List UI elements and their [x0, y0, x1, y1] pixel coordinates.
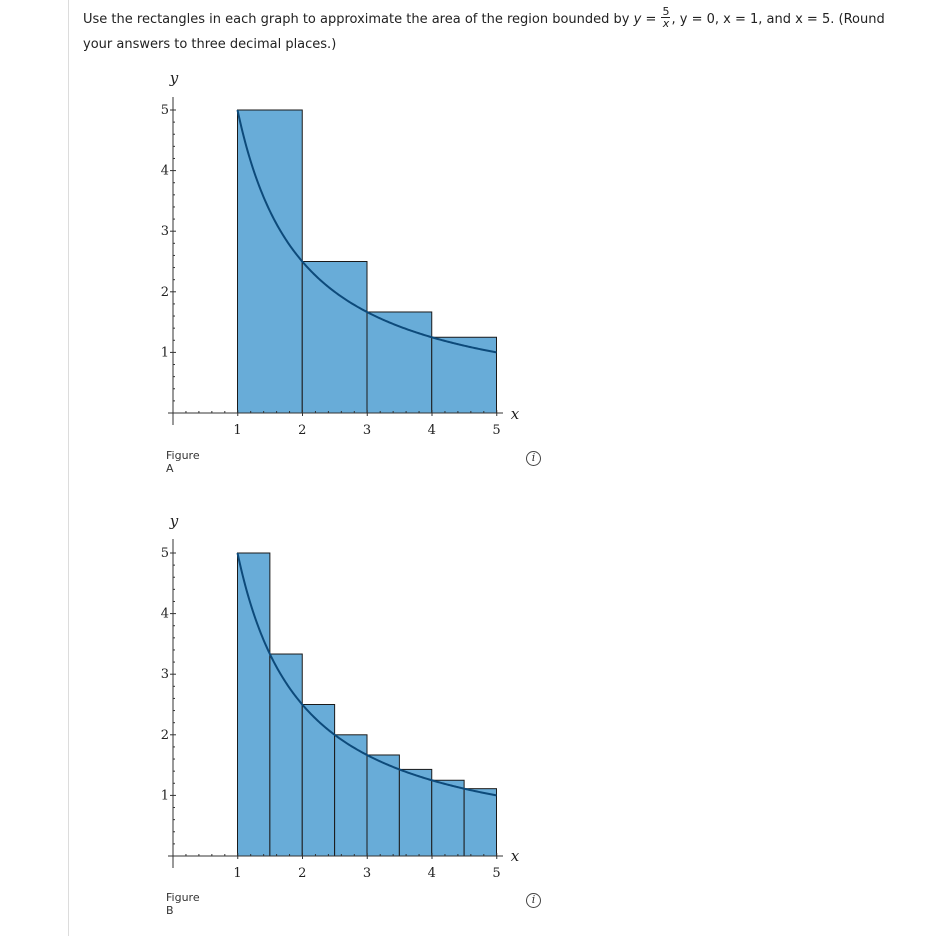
y-tick-label: 1 [160, 788, 169, 804]
question-intro: Use the rectangles in each graph to approximate the area of the region bounded by [83, 12, 634, 27]
y-variable: y [633, 12, 642, 27]
question-conditions: , y = 0, x = 1, and x = 5. (Round [671, 12, 885, 27]
figure-a-caption: Figure A [166, 449, 200, 475]
x-tick-label: 1 [233, 866, 242, 881]
x-axis-label: x [510, 405, 520, 423]
y-tick-label: 5 [160, 546, 169, 561]
y-axis-label: y [169, 512, 179, 530]
x-axis-label: x [510, 847, 520, 865]
approx-rectangle [238, 553, 270, 856]
y-tick-label: 5 [160, 103, 169, 118]
x-tick-label: 4 [427, 866, 436, 881]
approx-rectangle [399, 769, 431, 856]
x-tick-label: 4 [427, 423, 436, 438]
y-tick-label: 4 [160, 163, 169, 179]
equals-sign: = [641, 12, 661, 27]
info-icon[interactable]: i [526, 451, 541, 466]
y-tick-label: 2 [160, 727, 169, 743]
info-icon[interactable]: i [526, 893, 541, 908]
approx-rectangle [367, 755, 399, 856]
approx-rectangle [464, 789, 496, 856]
y-tick-label: 2 [160, 284, 169, 300]
approx-rectangle [302, 705, 334, 857]
x-tick-label: 2 [298, 423, 307, 438]
x-tick-label: 3 [362, 866, 372, 881]
y-tick-label: 4 [160, 606, 169, 622]
figure-b-caption: Figure B [166, 891, 200, 917]
fraction-numerator: 5 [662, 5, 670, 18]
y-tick-label: 1 [160, 345, 169, 361]
x-tick-label: 1 [233, 423, 242, 438]
approx-rectangle [432, 780, 464, 856]
question-line-2: your answers to three decimal places.) [83, 37, 337, 52]
fraction-denominator: x [662, 17, 670, 30]
y-tick-label: 3 [160, 667, 169, 683]
x-tick-label: 3 [362, 423, 372, 438]
x-tick-label: 2 [298, 866, 307, 881]
y-axis-label: y [169, 69, 179, 87]
x-tick-label: 5 [492, 866, 501, 881]
y-tick-label: 3 [160, 224, 169, 240]
x-tick-label: 5 [492, 423, 501, 438]
